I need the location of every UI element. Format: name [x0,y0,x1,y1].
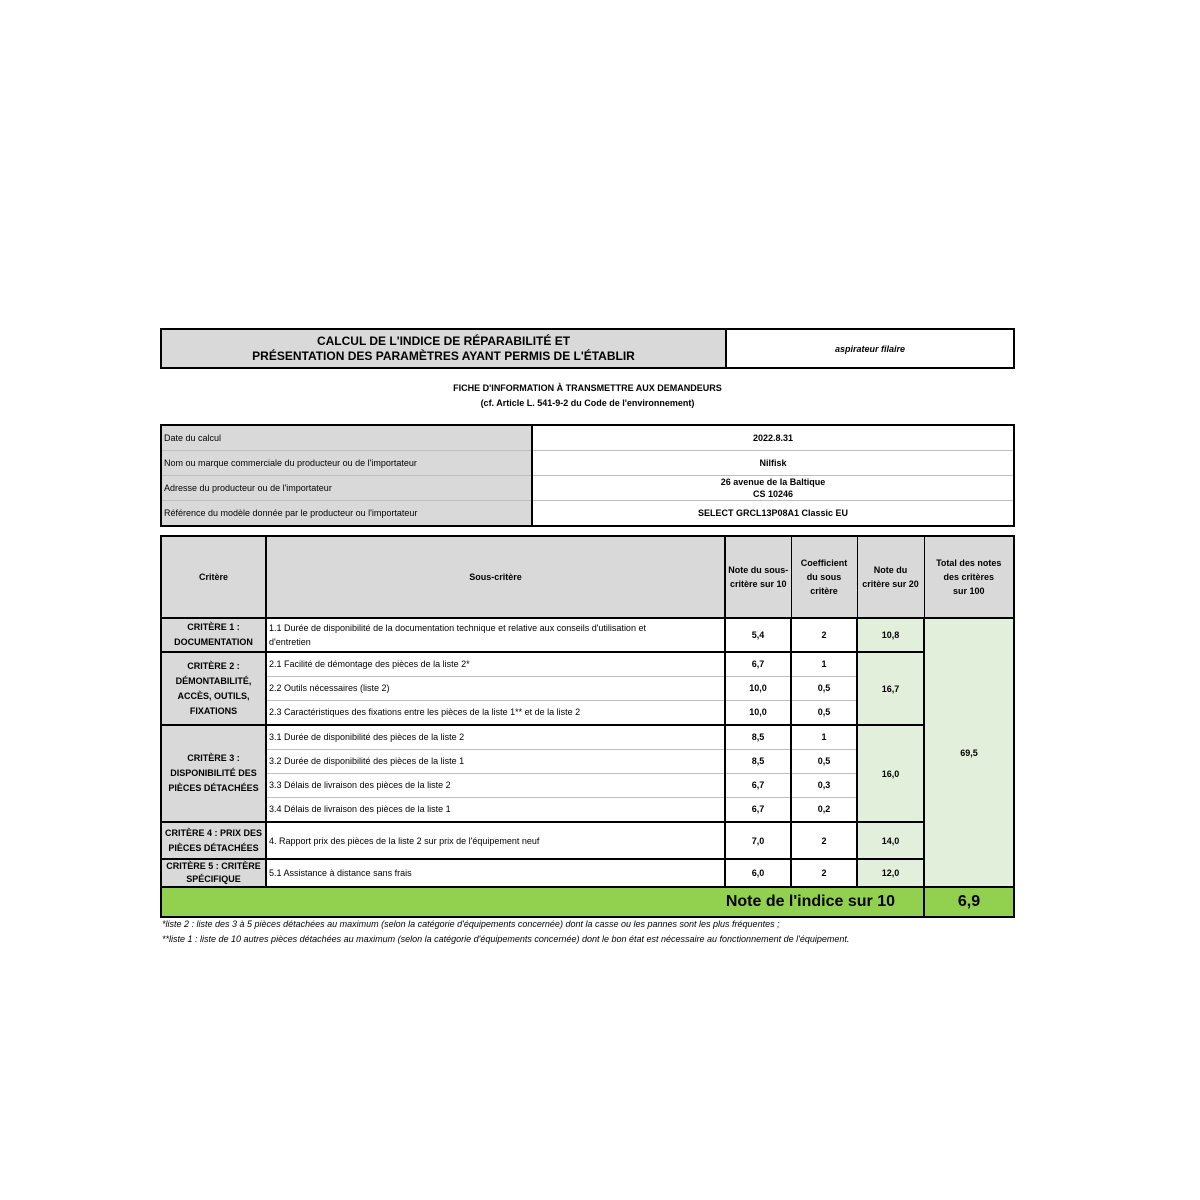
header-text: critère sur 20 [862,579,919,589]
criterion-note: 12,0 [857,859,924,887]
sub-criterion: 4. Rapport prix des pièces de la liste 2 sur prix de l'équipement neuf [266,822,725,859]
criterion-text: SPÉCIFIQUE [186,874,241,884]
footnotes [162,917,1022,947]
reparability-score-table [160,535,1015,918]
sub-criterion-note: 6,0 [725,859,791,887]
header-note-sous-critere [725,536,791,618]
sub-criterion: 2.2 Outils nécessaires (liste 2) [266,676,725,700]
criterion-text: CRITÈRE 1 : [187,622,240,632]
sub-criterion-coef: 2 [791,859,857,887]
table-row [161,618,1014,652]
product-type: aspirateur filaire [726,329,1014,368]
criterion-text: CRITÈRE 4 : PRIX DES [164,827,263,838]
header-total [924,536,1014,618]
info-value: 2022.8.31 [532,425,1014,451]
address-line2: CS 10246 [752,489,794,499]
criterion-note: 14,0 [857,822,924,859]
criterion-text: DÉMONTABILITÉ, [175,675,252,686]
header-text: Coefficient [800,558,848,568]
producer-info-table [160,424,1015,527]
sheet-title-line1: CALCUL DE L'INDICE DE RÉPARABILITÉ ET [316,333,571,348]
footnote-liste-2: *liste 2 : liste des 3 à 5 pièces détachées au maximum (selon la catégorie d'équipements concernée) dont la casse ou les pannes sont les plus fréquentes ; [162,919,780,929]
table-row [161,859,1014,887]
criterion-3 [161,725,266,822]
criterion-text: CRITÈRE 5 : CRITÈRE [166,861,261,871]
header-text: du sous [806,572,842,582]
sub-criterion [266,618,725,652]
header-text: sur 100 [952,586,985,596]
sheet-title [161,329,726,368]
header-text: critère [810,586,838,596]
sub-criterion-text: d'entretien [269,637,311,647]
sub-criterion: 2.3 Caractéristiques des fixations entre les pièces de la liste 1** et de la liste 2 [266,700,725,725]
table-row [161,652,1014,676]
info-label: Nom ou marque commerciale du producteur ou de l'importateur [161,451,532,476]
info-label: Date du calcul [161,425,532,451]
info-value [532,476,1014,501]
criterion-text: CRITÈRE 2 : [187,660,240,671]
criterion-text: PIÈCES DÉTACHÉES [168,842,259,853]
sub-criterion-note: 10,0 [725,676,791,700]
header-coefficient [791,536,857,618]
criterion-note: 16,7 [857,652,924,725]
sub-criterion-note: 8,5 [725,725,791,749]
sub-criterion-note: 10,0 [725,700,791,725]
criterion-note: 16,0 [857,725,924,822]
final-score-label: Note de l'indice sur 10 [161,887,924,917]
footnote-liste-1: **liste 1 : liste de 10 autres pièces détachées au maximum (selon la catégorie d'équipements concernée) dont le bon état est nécessaire au fonctionnement de l'équipement. [162,934,850,944]
criterion-text: ACCÈS, OUTILS, [177,690,250,701]
sheet-header [160,328,1015,369]
sub-criterion-coef: 2 [791,822,857,859]
sub-criterion-coef: 2 [791,618,857,652]
header-sous-critere: Sous-critère [266,536,725,618]
final-score-row [161,887,1014,917]
table-header-row [161,536,1014,618]
sub-criterion: 3.1 Durée de disponibilité des pièces de la liste 2 [266,725,725,749]
sub-criterion: 2.1 Facilité de démontage des pièces de la liste 2* [266,652,725,676]
criterion-text: FIXATIONS [189,705,238,716]
subtitle-line2: (cf. Article L. 541-9-2 du Code de l'environnement) [480,398,695,408]
sub-criterion-coef: 0,5 [791,749,857,773]
info-label: Adresse du producteur ou de l'importateur [161,476,532,501]
header-note-critere [857,536,924,618]
table-row [161,822,1014,859]
info-row-date [161,425,1014,451]
header-critere: Critère [161,536,266,618]
criterion-text: CRITÈRE 3 : [187,753,240,763]
sub-criterion: 3.2 Durée de disponibilité des pièces de la liste 1 [266,749,725,773]
info-value: SELECT GRCL13P08A1 Classic EU [697,508,849,518]
criterion-1 [161,618,266,652]
sub-criterion-coef: 0,5 [791,700,857,725]
header-text: critère sur 10 [729,579,787,589]
sub-criterion: 3.4 Délais de livraison des pièces de la liste 1 [266,797,725,822]
sub-criterion-note: 6,7 [725,773,791,797]
info-row-address [161,476,1014,501]
criterion-text: DOCUMENTATION [174,637,253,647]
header-text: Total des notes [936,558,1002,568]
criterion-note: 10,8 [857,618,924,652]
criterion-4 [161,822,266,859]
table-row [161,725,1014,749]
criterion-2 [161,652,266,725]
info-value: Nilfisk [532,451,1014,476]
total-score: 69,5 [924,618,1014,887]
header-text: des critères [943,572,995,582]
info-sheet-subtitle [160,381,1015,411]
info-row-brand [161,451,1014,476]
subtitle-line1: FICHE D'INFORMATION À TRANSMETTRE AUX DEMANDEURS [453,383,722,393]
sub-criterion-note: 8,5 [725,749,791,773]
address-line1: 26 avenue de la Baltique [720,477,826,487]
criterion-text: DISPONIBILITÉ DES [170,768,257,778]
sheet-title-line2: PRÉSENTATION DES PARAMÈTRES AYANT PERMIS DE L'ÉTABLIR [252,348,635,363]
sub-criterion-note: 6,7 [725,797,791,822]
sub-criterion-coef: 0,5 [791,676,857,700]
sub-criterion-note: 6,7 [725,652,791,676]
sub-criterion: 3.3 Délais de livraison des pièces de la liste 2 [266,773,725,797]
sub-criterion-coef: 1 [791,725,857,749]
sub-criterion-coef: 0,2 [791,797,857,822]
info-label: Référence du modèle donnée par le producteur ou l'importateur [161,501,532,527]
final-score-value: 6,9 [924,887,1014,917]
sub-criterion-coef: 0,3 [791,773,857,797]
sub-criterion-note: 5,4 [725,618,791,652]
sub-criterion-text: 1.1 Durée de disponibilité de la documentation technique et relative aux conseils d'utilisation et [269,623,646,633]
sub-criterion: 5.1 Assistance à distance sans frais [266,859,725,887]
sub-criterion-note: 7,0 [725,822,791,859]
sub-criterion-coef: 1 [791,652,857,676]
header-text: Note du sous- [728,565,789,575]
criterion-5 [161,859,266,887]
info-row-model [161,501,1014,527]
header-text: Note du [873,565,908,575]
criterion-text: PIÈCES DÉTACHÉES [168,783,259,793]
